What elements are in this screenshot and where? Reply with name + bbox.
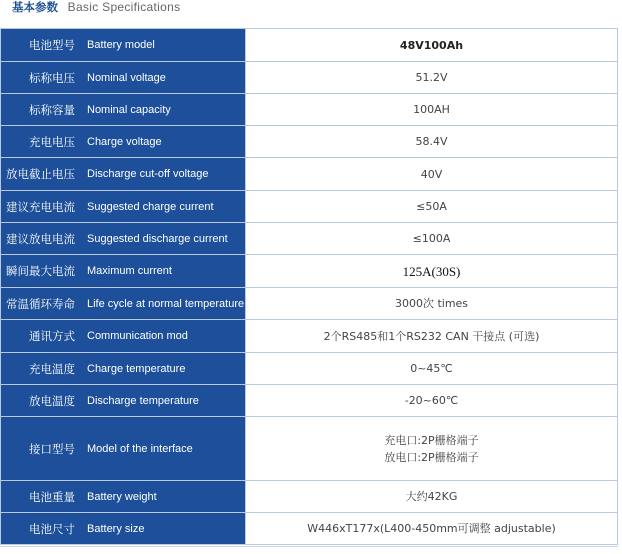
spec-label-en: Suggested discharge current: [87, 232, 228, 245]
section-heading-en: Basic Specifications: [67, 0, 181, 14]
spec-label-en: Nominal voltage: [87, 71, 166, 84]
spec-label-zh: 通讯方式: [29, 329, 75, 343]
table-row: [1, 126, 618, 158]
table-row: [1, 223, 618, 255]
spec-label-zh: 常温循环寿命: [6, 296, 75, 311]
section-heading-zh: 基本参数: [12, 0, 58, 14]
spec-label-en: Battery model: [87, 39, 155, 51]
spec-value-cell: [246, 29, 618, 62]
table-bottom-divider: [0, 546, 618, 547]
spec-label-en: Suggested charge current: [87, 200, 214, 213]
spec-label-en: Discharge temperature: [87, 394, 199, 407]
spec-label-zh: 建议放电电流: [6, 231, 75, 246]
spec-value: -20~60℃: [404, 394, 459, 407]
spec-label-zh: 放电截止电压: [6, 167, 75, 181]
spec-label-cell: [1, 255, 246, 288]
spec-value: 40V: [420, 167, 443, 181]
spec-value-cell: [246, 126, 618, 158]
spec-value-cell: [246, 513, 618, 545]
table-row: [1, 158, 618, 191]
spec-label-zh: 电池重量: [29, 489, 75, 504]
spec-label-cell: [1, 513, 246, 545]
spec-value-cell: [246, 481, 618, 513]
table-row: [1, 353, 618, 385]
spec-label-cell: [1, 385, 246, 417]
spec-value: ≤100A: [412, 232, 451, 245]
spec-value: W446xT177x(L400-450mm可调整 adjustable): [307, 522, 556, 535]
spec-label-cell: [1, 223, 246, 255]
spec-label-cell: [1, 191, 246, 223]
spec-value-cell: [246, 255, 618, 288]
spec-label-cell: [1, 126, 246, 158]
spec-value: 51.2V: [415, 71, 448, 84]
spec-value: 2个RS485和1个RS232 CAN 干接点 (可选): [323, 329, 540, 343]
spec-value: 0~45℃: [410, 362, 453, 375]
spec-label-zh: 标称电压: [29, 70, 75, 85]
spec-label-zh: 建议充电电流: [6, 199, 75, 214]
spec-value: 大约42KG: [405, 490, 458, 503]
spec-label-zh: 充电电压: [29, 134, 75, 149]
spec-label-en: Discharge cut-off voltage: [87, 168, 209, 180]
spec-label-cell: [1, 29, 246, 62]
table-row: [1, 29, 618, 62]
spec-label-zh: 电池尺寸: [29, 521, 75, 536]
spec-table: [0, 28, 618, 545]
spec-label-cell: [1, 353, 246, 385]
spec-label-zh: 标称容量: [29, 102, 75, 117]
spec-value-cell: [246, 191, 618, 223]
spec-label-cell: [1, 62, 246, 94]
spec-label-en: Life cycle at normal temperature: [87, 297, 245, 310]
spec-value: 48V100Ah: [399, 38, 464, 52]
spec-label-en: Maximum current: [87, 265, 172, 277]
table-row: [1, 62, 618, 94]
spec-label-en: Battery weight: [87, 490, 157, 503]
spec-label-zh: 电池型号: [29, 38, 75, 52]
spec-label-cell: [1, 94, 246, 126]
table-row: [1, 385, 618, 417]
table-row: [1, 94, 618, 126]
spec-label-zh: 充电温度: [29, 361, 75, 376]
spec-value-cell: [246, 62, 618, 94]
spec-value: ≤50A: [416, 200, 447, 213]
table-row: [1, 255, 618, 288]
table-row: [1, 513, 618, 545]
spec-value-cell: [246, 94, 618, 126]
spec-value-cell: [246, 158, 618, 191]
spec-label-cell: [1, 288, 246, 320]
spec-label-en: Nominal capacity: [87, 103, 171, 116]
table-row: [1, 417, 618, 481]
spec-value: 125A(30S): [402, 263, 461, 279]
spec-label-cell: [1, 417, 246, 481]
spec-label-cell: [1, 158, 246, 191]
spec-value: 3000次 times: [394, 297, 469, 310]
spec-label-cell: [1, 481, 246, 513]
spec-label-cell: [1, 320, 246, 353]
section-heading: [12, 0, 180, 16]
spec-value-cell: [246, 288, 618, 320]
table-row: [1, 191, 618, 223]
table-row: [1, 320, 618, 353]
spec-value: 充电口:2P栅格端子: [384, 433, 479, 447]
spec-value: 放电口:2P栅格端子: [384, 450, 479, 464]
spec-label-en: Battery size: [87, 522, 145, 535]
spec-label-zh: 放电温度: [29, 393, 75, 408]
spec-label-zh: 瞬间最大电流: [6, 264, 75, 278]
spec-value-cell: [246, 385, 618, 417]
spec-label-en: Charge temperature: [87, 362, 186, 375]
spec-value-cell: [246, 223, 618, 255]
spec-label-en: Charge voltage: [87, 135, 162, 148]
spec-value-cell: [246, 320, 618, 353]
spec-value: 100AH: [413, 103, 450, 116]
spec-label-en: Communication mod: [87, 330, 188, 342]
spec-value: 58.4V: [415, 135, 448, 148]
table-row: [1, 288, 618, 320]
table-row: [1, 481, 618, 513]
spec-label-en: Model of the interface: [87, 442, 193, 455]
spec-label-zh: 接口型号: [29, 441, 75, 456]
spec-value-cell: [246, 353, 618, 385]
spec-value-cell: [246, 417, 618, 481]
